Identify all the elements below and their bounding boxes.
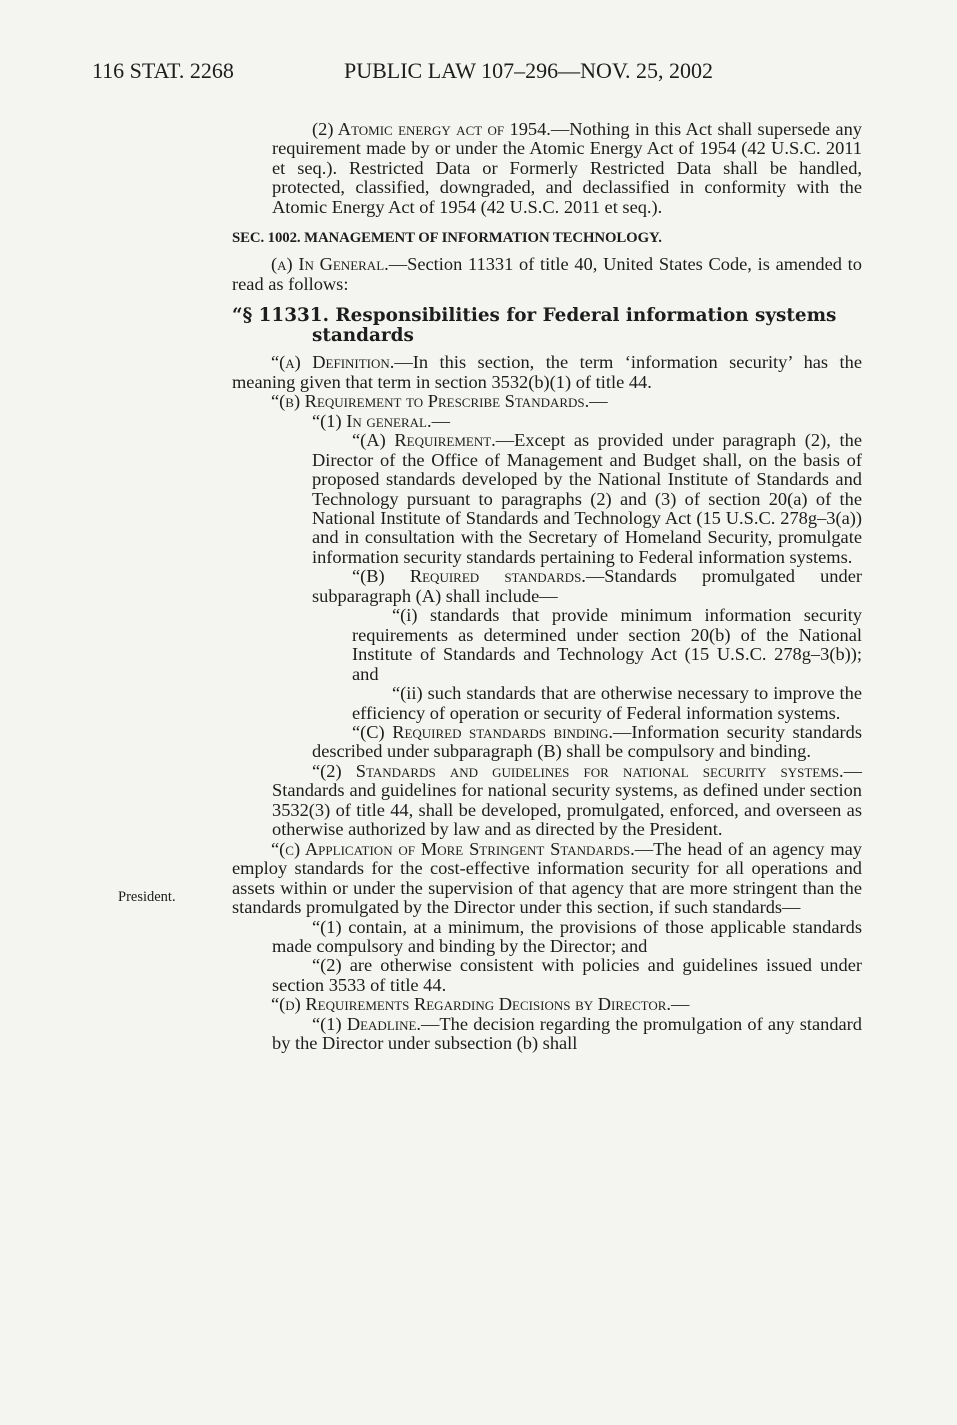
paragraph-d1 <box>232 1015 862 1054</box>
paragraph-heading: “(2) Standards and guidelines for national security systems. <box>312 760 844 781</box>
paragraph-heading: “(d) Requirements Regarding Decisions by Director. <box>271 994 672 1015</box>
paragraph-definition <box>232 353 862 392</box>
subparagraph-b-c <box>232 723 862 762</box>
paragraph-atomic-energy <box>232 120 862 217</box>
section-title: “§ 11331. Responsibilities for Federal information systems standards <box>232 305 837 346</box>
paragraph-c <box>232 840 862 918</box>
margin-note: President. <box>118 889 176 905</box>
paragraph-in-general <box>232 255 862 294</box>
paragraph-text: —Information security standards described under subparagraph (B) shall be compulsory and binding. <box>312 721 862 762</box>
clause-ii: “(ii) such standards that are otherwise necessary to improve the efficiency of operation or security of Federal information systems. <box>352 683 862 723</box>
paragraph-text: —Nothing in this Act shall supersede any requirement made by or under the Atomic Energy Act of 1954 (42 U.S.C. 2011 et seq.). Restricted Data or Formerly Restricted Data shall be handled, protected, classified, downgraded, and declassified in conformity with the Atomic Energy Act of 1954 (42 U.S.C. 2011 et seq.). <box>272 119 862 217</box>
paragraph-c2: “(2) are otherwise consistent with policies and guidelines issued under section 3533 of title 44. <box>272 955 862 995</box>
paragraph-b2 <box>232 762 862 840</box>
running-head <box>92 58 792 88</box>
paragraph-heading: “(b) Requirement to Prescribe Standards. <box>271 391 590 412</box>
paragraph-heading: “(c) Application of More Stringent Standards. <box>271 838 635 859</box>
paragraph-heading: “(C) Required standards binding. <box>352 721 614 742</box>
law-reference: PUBLIC LAW 107–296—NOV. 25, 2002 <box>344 58 713 83</box>
paragraph-text: —In this section, the term ‘information security’ has the meaning given that term in section 3532(b)(1) of title 44. <box>232 352 862 392</box>
paragraph-heading: “(1) In general. <box>312 410 432 431</box>
paragraph-heading: “(A) Requirement. <box>352 430 496 451</box>
paragraph-heading: “(B) Required standards. <box>352 566 586 587</box>
paragraph-text: —Except as provided under paragraph (2), the Director of the Office of Management and Budget shall, on the basis of proposed standards developed by the National Institute of Standards and Technology pursuant to paragraphs (2) and (3) of section 20(a) of the National Institute of Standards and Technology Act (15 U.S.C. 278g–3(a)) and in consultation with the Secretary of Homeland Security, promulgate information security standards pertaining to Federal information systems. <box>312 430 862 567</box>
paragraph-d: “(d) Requirements Regarding Decisions by Director.— <box>271 994 690 1015</box>
paragraph-b1: “(1) In general.— <box>312 410 450 431</box>
subparagraph-b-b <box>232 567 862 606</box>
paragraph-text: —Standards and guidelines for national security systems, as defined under section 3532(3) of title 44, shall be developed, promulgated, enforced, and overseen as otherwise authorized by law and as directed by the President. <box>272 760 862 840</box>
paragraph-b: “(b) Requirement to Prescribe Standards.— <box>271 391 608 412</box>
paragraph-text: —The decision regarding the promulgation of any standard by the Director under subsection (b) shall <box>272 1013 863 1054</box>
subparagraph-b-a <box>232 431 862 567</box>
paragraph-heading: (2) Atomic energy act of 1954. <box>312 119 551 139</box>
paragraph-heading: (a) In General. <box>271 254 389 275</box>
paragraph-heading: “(a) Definition. <box>271 352 395 373</box>
clause-i: “(i) standards that provide minimum information security requirements as determined under section 20(b) of the National Institute of Standards and Technology Act (15 U.S.C. 278g–3(b)); and <box>352 605 862 684</box>
paragraph-text: —Section 11331 of title 40, United States Code, is amended to read as follows: <box>232 254 862 294</box>
paragraph-heading: “(1) Deadline. <box>312 1013 422 1034</box>
paragraph-text: —Standards promulgated under subparagraph (A) shall include— <box>312 566 862 606</box>
section-heading: SEC. 1002. MANAGEMENT OF INFORMATION TECHNOLOGY. <box>232 230 662 247</box>
paragraph-c1: “(1) contain, at a minimum, the provisions of those applicable standards made compulsory and binding by the Director; and <box>272 916 862 956</box>
paragraph-text: —The head of an agency may employ standards for the cost-effective information security for all operations and assets within or under the supervision of that agency that are more stringent than the standards promulgated by the Director under this section, if such standards— <box>232 838 862 918</box>
page-reference: 116 STAT. 2268 <box>92 58 234 83</box>
body-text <box>232 120 862 1054</box>
